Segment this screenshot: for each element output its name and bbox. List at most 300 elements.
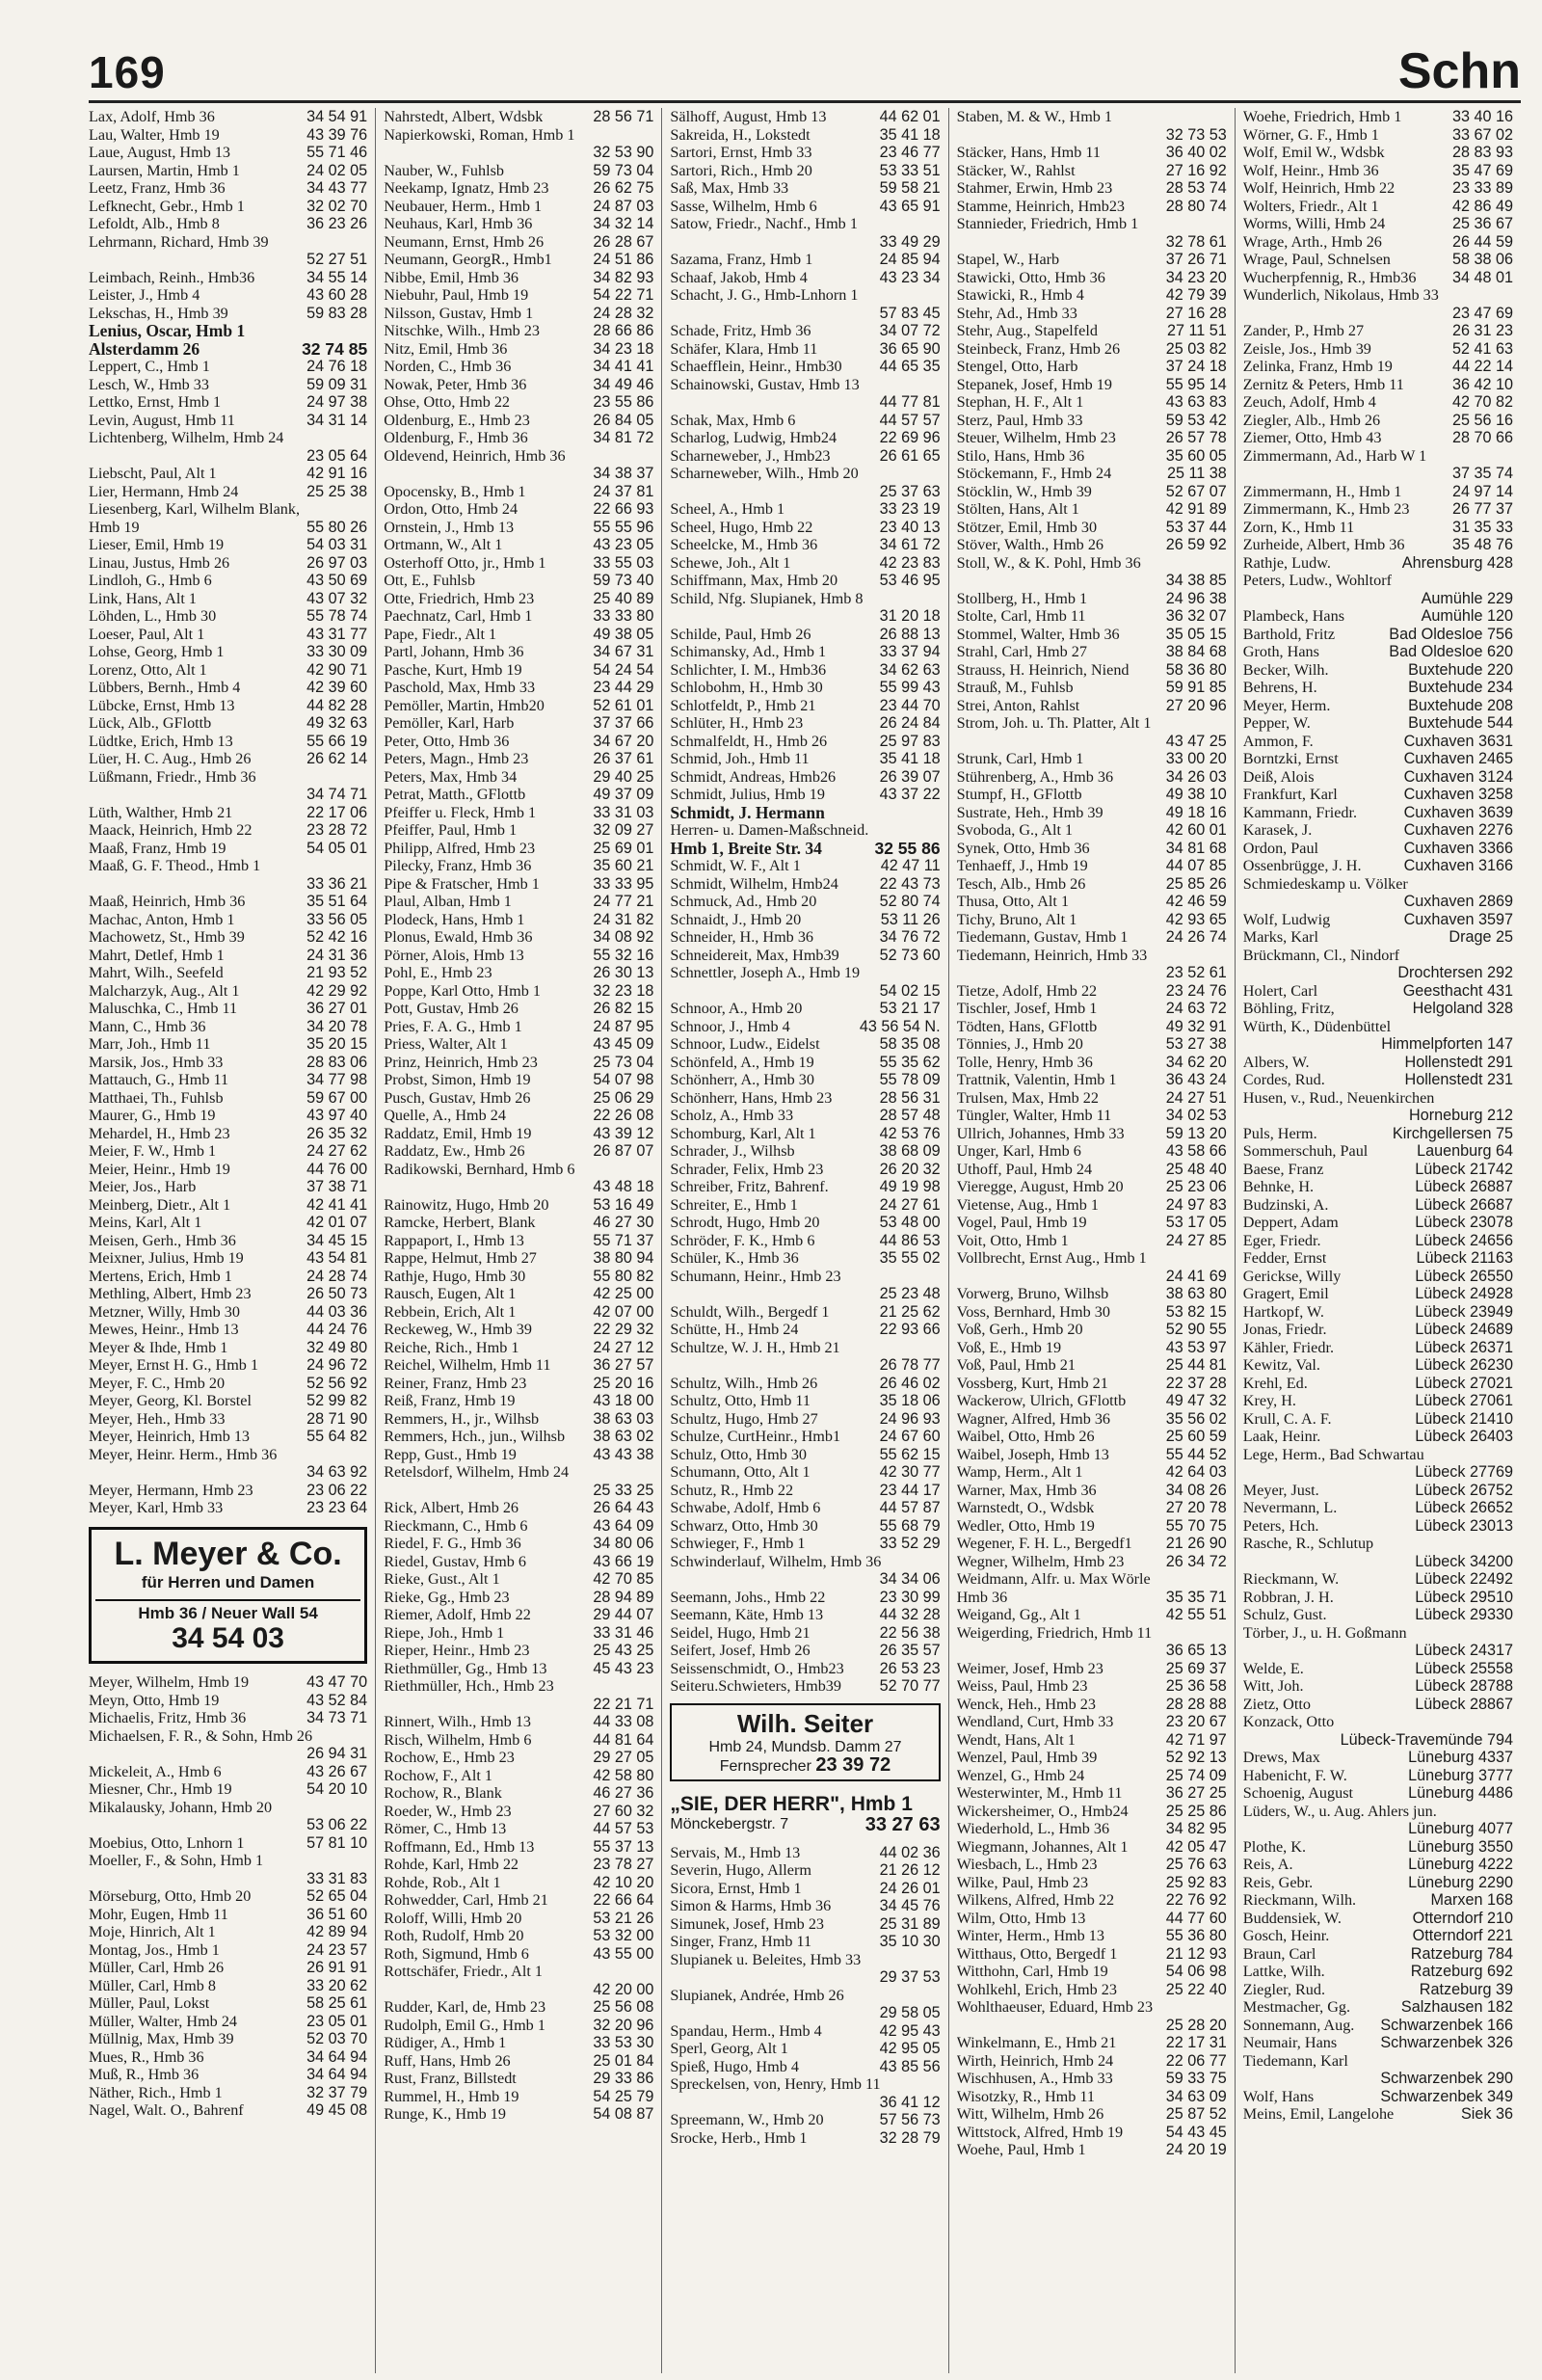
listing-phone: 42 95 05 <box>879 2040 941 2057</box>
listing-phone <box>648 126 653 145</box>
listing-phone: 25 48 40 <box>1165 1160 1227 1178</box>
listing-name: Schumann, Heinr., Hmb 23 <box>670 1267 841 1285</box>
listing-entry <box>1243 1107 1513 1125</box>
listing-entry <box>670 1535 940 1553</box>
listing-name: Wrage, Arth., Hmb 26 <box>1242 232 1382 251</box>
listing-name: Reiner, Franz, Hmb 23 <box>384 1374 527 1392</box>
listing-name: Raddatz, Emil, Hmb 19 <box>384 1124 532 1142</box>
listing-entry <box>384 1749 653 1767</box>
listing-entry <box>384 1018 653 1036</box>
listing-name: Lekschas, H., Hmb 39 <box>89 304 228 322</box>
listing-entry <box>89 714 367 733</box>
listing-name: Zernitz & Peters, Hmb 11 <box>1242 375 1404 393</box>
listing-phone: 34 81 68 <box>1165 839 1227 857</box>
listing-entry <box>957 1749 1227 1767</box>
listing-entry <box>670 393 940 412</box>
listing-phone: Cuxhaven 2276 <box>1403 821 1513 839</box>
listing-name: Wunderlich, Nikolaus, Hmb 33 <box>1242 286 1439 304</box>
listing-entry <box>957 1428 1227 1446</box>
ad-title: „SIE, DER HERR", Hmb 1 <box>670 1793 913 1815</box>
listing-name: Lieser, Emil, Hmb 19 <box>89 536 225 553</box>
listing-name: Witthohn, Carl, Hmb 19 <box>956 1963 1108 1980</box>
listing-name: Müller, Walter, Hmb 24 <box>89 2012 238 2030</box>
listing-phone: 54 43 45 <box>1165 2123 1227 2141</box>
listing-entry <box>1243 1428 1513 1446</box>
listing-name: Konzack, Otto <box>1242 1713 1335 1730</box>
listing-name: Probst, Simon, Hmb 19 <box>384 1071 531 1088</box>
listing-name: Müller, Carl, Hmb 26 <box>89 1959 225 1976</box>
listing-name: Schade, Fritz, Hmb 36 <box>670 322 811 339</box>
listing-entry <box>957 1446 1227 1464</box>
listing-phone: 32 49 80 <box>306 1338 368 1356</box>
listing-entry <box>384 1268 653 1286</box>
listing-name: Schuldt, Wilh., Bergedf 1 <box>670 1302 830 1321</box>
listing-entry <box>670 286 940 305</box>
listing-phone: Lüneburg 3777 <box>1408 1766 1513 1784</box>
listing-name: Wenzel, Paul, Hmb 39 <box>956 1749 1098 1766</box>
listing-phone: 37 38 71 <box>306 1178 368 1195</box>
listing-entry <box>957 1910 1227 1928</box>
listing-phone: 22 66 93 <box>593 500 654 518</box>
listing-phone <box>361 500 367 519</box>
listing-name: Montag, Jos., Hmb 1 <box>89 1940 220 1959</box>
listing-entry <box>1243 2070 1513 2088</box>
listing-phone: Lübeck 26652 <box>1415 1499 1513 1516</box>
listing-name: Schaefflein, Heinr., Hmb30 <box>670 358 842 375</box>
listing-name: Riedel, F. G., Hmb 36 <box>384 1535 521 1552</box>
listing-phone: 23 44 70 <box>879 696 941 714</box>
listing-entry <box>89 893 367 911</box>
listing-entry <box>384 1232 653 1250</box>
listing-entry <box>1243 1891 1513 1910</box>
listing-entry <box>670 554 940 573</box>
listing-name: Rieke, Gg., Hmb 23 <box>384 1588 510 1606</box>
listing-name: Stamme, Heinrich, Hmb23 <box>956 197 1126 215</box>
listing-entry <box>89 233 367 252</box>
listing-phone: 38 63 80 <box>1165 1285 1227 1302</box>
listing-name: Albers, W. <box>1242 1053 1310 1071</box>
listing-entry <box>89 1214 367 1232</box>
listing-phone: Lübeck 26230 <box>1415 1356 1513 1374</box>
listing-phone: 25 85 26 <box>1165 874 1227 893</box>
listing-phone: Salzhausen 182 <box>1400 1998 1513 2016</box>
listing-entry <box>957 875 1227 894</box>
listing-phone: 32 78 61 <box>1165 232 1227 251</box>
advertisement-meyer <box>89 1527 367 1665</box>
listing-phone: 21 26 12 <box>879 1861 941 1879</box>
listing-entry <box>957 928 1227 947</box>
listing-name: Wisotzky, R., Hmb 11 <box>956 2087 1095 2105</box>
listing-phone: 23 28 72 <box>306 821 368 839</box>
listing-phone: Buxtehude 208 <box>1408 696 1513 714</box>
listing-phone: 26 28 67 <box>593 232 654 251</box>
listing-entry <box>384 2105 653 2124</box>
listing-name: Nahrstedt, Albert, Wdsbk <box>384 108 544 125</box>
listing-name: Wörner, G. F., Hmb 1 <box>1242 125 1379 144</box>
listing-phone: 26 31 23 <box>1451 322 1513 339</box>
listing-name: Krehl, Ed. <box>1242 1374 1308 1392</box>
listing-phone: 34 43 77 <box>306 179 368 197</box>
listing-phone: 38 68 09 <box>879 1142 941 1160</box>
listing-entry <box>957 947 1227 965</box>
listing-name: Schomburg, Karl, Alt 1 <box>670 1124 816 1142</box>
listing-phone: 24 96 38 <box>1165 589 1227 607</box>
listing-phone: 49 32 91 <box>1165 1017 1227 1035</box>
listing-name: Scheelcke, M., Hmb 36 <box>670 536 818 553</box>
listing-entry <box>957 1981 1227 1999</box>
listing-name: Remmers, Hch., jun., Wilhsb <box>384 1428 566 1445</box>
listing-phone: Buxtehude 544 <box>1408 714 1513 732</box>
listing-name: Schaaf, Jakob, Hmb 4 <box>670 268 808 286</box>
listing-entry <box>1243 697 1513 715</box>
listing-entry <box>670 821 940 840</box>
listing-entry <box>957 1035 1227 1054</box>
listing-name: Schwinderlauf, Wilhelm, Hmb 36 <box>670 1552 882 1570</box>
listing-phone: 55 37 13 <box>593 1837 654 1856</box>
listing-entry <box>1243 536 1513 554</box>
listing-entry <box>957 1998 1227 2017</box>
listing-entry <box>957 1392 1227 1410</box>
listing-phone: 34 54 91 <box>306 108 368 125</box>
listing-phone: 34 38 37 <box>593 465 654 482</box>
listing-entry <box>1243 1606 1513 1624</box>
listing-name: Lege, Herm., Bad Schwartau <box>1242 1445 1424 1463</box>
listing-name: Karasek, J. <box>1242 821 1313 839</box>
listing-phone: 59 73 40 <box>593 572 654 589</box>
listing-name: Moje, Hinrich, Alt 1 <box>89 1923 216 1940</box>
listing-entry <box>957 2124 1227 2142</box>
listing-phone: 35 60 05 <box>1165 446 1227 465</box>
listing-phone: 53 33 51 <box>879 161 941 179</box>
listing-name: Wolf, Emil W., Wdsbk <box>1242 144 1385 161</box>
listing-entry <box>957 1482 1227 1500</box>
listing-entry <box>89 2101 367 2120</box>
listing-name: Stannieder, Friedrich, Hmb 1 <box>956 215 1139 232</box>
listing-entry <box>1243 1910 1513 1928</box>
listing-phone: Schwarzenbek 290 <box>1380 2070 1513 2087</box>
listing-name: Schnoor, A., Hmb 20 <box>670 1000 803 1017</box>
listing-phone: 24 87 95 <box>593 1017 654 1035</box>
listing-name: Raddatz, Ew., Hmb 26 <box>384 1142 525 1160</box>
listing-phone: 28 56 71 <box>593 108 654 125</box>
listing-phone: 22 93 66 <box>879 1321 941 1338</box>
listing-entry <box>89 447 367 466</box>
listing-entry <box>957 768 1227 787</box>
listing-entry <box>670 840 940 858</box>
listing-entry <box>384 393 653 412</box>
listing-name: Voit, Otto, Hmb 1 <box>956 1231 1069 1249</box>
listing-name: Roffmann, Ed., Hmb 13 <box>384 1837 535 1856</box>
listing-entry <box>1243 179 1513 198</box>
listing-entry <box>384 2070 653 2088</box>
listing-phone: 42 01 07 <box>306 1214 368 1231</box>
advertisement-sie-der-herr <box>670 1789 940 1838</box>
listing-name: Plodeck, Hans, Hmb 1 <box>384 910 525 928</box>
listing-entry <box>89 1178 367 1196</box>
listing-phone: 22 43 73 <box>879 874 941 893</box>
listing-name: Srocke, Herb., Hmb 1 <box>670 2128 808 2147</box>
listing-entry <box>89 572 367 590</box>
listing-name: Meyer, Heinrich, Hmb 13 <box>89 1428 251 1445</box>
listing-entry <box>670 179 940 198</box>
listing-phone: 28 70 66 <box>1451 429 1513 446</box>
listing-phone: 35 18 06 <box>879 1392 941 1409</box>
listing-entry <box>1243 1927 1513 1945</box>
listing-phone <box>361 857 367 875</box>
listing-name: Schutz, R., Hmb 22 <box>670 1481 794 1499</box>
listing-phone: 34 82 93 <box>593 268 654 286</box>
listing-name: Pepper, W. <box>1242 714 1311 732</box>
listing-phone: 22 17 06 <box>306 803 368 821</box>
listing-phone: 25 31 89 <box>879 1914 941 1933</box>
listing-entry <box>1243 1054 1513 1072</box>
listing-entry <box>89 679 367 697</box>
listing-entry <box>89 661 367 680</box>
listing-entry <box>670 2004 940 2022</box>
listing-name: Roeder, W., Hmb 23 <box>384 1802 512 1820</box>
listing-entry <box>384 1696 653 1714</box>
listing-name: Schönherr, Hans, Hmb 23 <box>670 1088 833 1107</box>
listing-phone: 34 62 63 <box>879 660 941 679</box>
listing-name: Rausch, Eugen, Alt 1 <box>384 1285 517 1302</box>
listing-name: Peters, Magn., Hmb 23 <box>384 750 529 767</box>
listing-name: Poppe, Karl Otto, Hmb 1 <box>384 981 541 1000</box>
listing-phone: 33 31 46 <box>593 1623 654 1642</box>
listing-name: Malcharzyk, Aug., Alt 1 <box>89 981 240 1000</box>
listing-name: Näther, Rich., Hmb 1 <box>89 2083 223 2101</box>
listing-name: Mikalausky, Johann, Hmb 20 <box>89 1798 273 1816</box>
listing-entry <box>89 1107 367 1125</box>
listing-entry <box>957 697 1227 715</box>
listing-name: Schneider, H., Hmb 36 <box>670 928 814 946</box>
listing-name: Seifert, Josef, Hmb 26 <box>670 1642 811 1659</box>
listing-entry <box>89 1142 367 1161</box>
listing-phone: 36 23 26 <box>306 215 368 232</box>
listing-phone: 34 64 94 <box>306 2066 368 2083</box>
listing-entry <box>384 1642 653 1660</box>
listing-entry <box>89 607 367 626</box>
listing-name: Ullrich, Johannes, Hmb 33 <box>956 1124 1125 1142</box>
listing-entry <box>957 536 1227 554</box>
listing-name: Metzner, Willy, Hmb 30 <box>89 1302 240 1321</box>
listing-entry <box>670 1035 940 1054</box>
listing-entry <box>957 1107 1227 1125</box>
listing-entry <box>957 447 1227 466</box>
listing-phone: 28 53 74 <box>1165 179 1227 197</box>
listing-phone: 23 40 13 <box>879 518 941 536</box>
listing-entry <box>670 1517 940 1536</box>
listing-entry <box>89 2084 367 2102</box>
listing-entry <box>384 108 653 126</box>
listing-phone: 34 64 94 <box>306 2047 368 2066</box>
listing-name: Sakreida, H., Lokstedt <box>670 125 811 144</box>
listing-name: Mörseburg, Otto, Hmb 20 <box>89 1887 252 1905</box>
listing-name: Herren- u. Damen-Maßschneid. <box>670 821 869 839</box>
listing-name: Leetz, Franz, Hmb 36 <box>89 179 226 197</box>
listing-entry <box>957 1606 1227 1624</box>
listing-entry <box>670 572 940 590</box>
listing-entry <box>957 1660 1227 1678</box>
listing-name: Reis, Gebr. <box>1242 1873 1314 1891</box>
listing-name: Wiegmann, Johannes, Alt 1 <box>956 1837 1129 1856</box>
listing-name: Zelinka, Franz, Hmb 19 <box>1242 358 1393 375</box>
listing-phone: 26 61 65 <box>879 446 941 465</box>
listing-name: Rieckmann, Wilh. <box>1242 1891 1357 1909</box>
listing-phone: Schwarzenbek 349 <box>1380 2087 1513 2105</box>
listing-entry <box>384 1891 653 1910</box>
listing-entry <box>1243 1035 1513 1054</box>
listing-phone: 26 97 03 <box>306 553 368 572</box>
listing-name: Tischler, Josef, Hmb 1 <box>956 1000 1098 1017</box>
listing-name: Meyer, Wilhelm, Hmb 19 <box>89 1673 250 1691</box>
listing-entry <box>1243 750 1513 768</box>
listing-entry <box>670 1482 940 1500</box>
listing-phone: 42 55 51 <box>1165 1606 1227 1623</box>
listing-name: Rüdiger, A., Hmb 1 <box>384 2034 507 2051</box>
listing-entry <box>89 1709 367 1727</box>
listing-phone: 36 40 02 <box>1165 144 1227 161</box>
listing-entry <box>384 1945 653 1964</box>
listing-phone: 52 92 13 <box>1165 1749 1227 1766</box>
listing-phone: Ratzeburg 784 <box>1410 1944 1513 1963</box>
listing-phone: 25 56 16 <box>1451 411 1513 429</box>
listing-name: Cordes, Rud. <box>1242 1071 1325 1088</box>
listing-name: Schwarz, Otto, Hmb 30 <box>670 1516 818 1535</box>
listing-name: Tiedemann, Gustav, Hmb 1 <box>956 928 1129 946</box>
listing-entry <box>384 1214 653 1232</box>
listing-name: Zurheide, Albert, Hmb 36 <box>1242 536 1405 553</box>
listing-entry <box>89 1375 367 1393</box>
listing-entry <box>1243 2105 1513 2124</box>
listing-name: Mann, C., Hmb 36 <box>89 1017 206 1035</box>
listing-phone: Cuxhaven 3258 <box>1403 786 1513 803</box>
listing-name: Schmid, Joh., Hmb 11 <box>670 750 810 767</box>
listing-name: Nauber, W., Fuhlsb <box>384 161 504 179</box>
listing-phone: Cuxhaven 3639 <box>1403 803 1513 821</box>
listing-phone: 55 71 37 <box>593 1231 654 1249</box>
listing-entry <box>957 1268 1227 1286</box>
listing-phone: 54 03 31 <box>306 536 368 553</box>
listing-name: Schnoor, J., Hmb 4 <box>670 1017 790 1035</box>
listing-entry <box>384 893 653 911</box>
listing-phone: 22 21 71 <box>593 1695 654 1713</box>
listing-name: Schacht, J. G., Hmb-Lnhorn 1 <box>670 286 859 304</box>
listing-name: Schmidt, W. F., Alt 1 <box>670 857 801 874</box>
listing-name: Seemann, Käte, Hmb 13 <box>670 1606 824 1623</box>
listing-entry <box>384 1784 653 1803</box>
listing-phone: 26 53 23 <box>879 1659 941 1677</box>
listing-entry <box>957 1071 1227 1089</box>
listing-phone <box>648 447 653 466</box>
listing-entry <box>384 1142 653 1161</box>
listing-entry <box>670 1446 940 1464</box>
listing-phone: 35 41 18 <box>879 125 941 144</box>
listing-phone: 32 74 85 <box>302 338 368 359</box>
listing-phone: 33 31 03 <box>593 803 654 821</box>
listing-entry <box>957 1375 1227 1393</box>
listing-entry <box>89 1249 367 1268</box>
listing-entry <box>1243 500 1513 519</box>
listing-entry <box>957 1142 1227 1161</box>
listing-phone: Lübeck 27061 <box>1415 1392 1513 1409</box>
listing-entry <box>1243 162 1513 180</box>
listing-name: Nitz, Emil, Hmb 36 <box>384 339 508 358</box>
listing-name: Kähler, Friedr. <box>1242 1338 1334 1356</box>
listing-entry <box>957 1499 1227 1517</box>
listing-entry <box>1243 1838 1513 1857</box>
listing-phone: 26 44 59 <box>1451 232 1513 251</box>
listing-entry <box>384 358 653 376</box>
listing-name: Stehr, Ad., Hmb 33 <box>956 304 1077 322</box>
listing-name: Lüth, Walther, Hmb 21 <box>89 803 233 821</box>
listing-phone: 25 06 29 <box>593 1088 654 1107</box>
listing-entry <box>89 2066 367 2084</box>
listing-name: Lüders, W., u. Aug. Ahlers jun. <box>1242 1802 1437 1820</box>
listing-entry <box>384 1463 653 1482</box>
listing-entry <box>1243 2017 1513 2035</box>
listing-name: Weiss, Paul, Hmb 23 <box>956 1677 1088 1695</box>
listing-name: Reiß, Franz, Hmb 19 <box>384 1392 516 1409</box>
listing-name: Tönnies, J., Hmb 20 <box>956 1035 1083 1053</box>
listing-entry <box>1243 964 1513 982</box>
listing-phone: 42 60 01 <box>1165 821 1227 839</box>
listing-entry <box>384 661 653 680</box>
listing-name: Seidel, Hugo, Hmb 21 <box>670 1623 811 1642</box>
listing-entry <box>1243 821 1513 840</box>
listing-name: Ott, E., Fuhlsb <box>384 572 476 589</box>
listing-phone: 34 63 92 <box>306 1463 368 1481</box>
listing-entry <box>384 1731 653 1750</box>
listing-entry <box>957 305 1227 323</box>
listing-phone: 26 91 91 <box>306 1959 368 1976</box>
listing-name: Leister, J., Hmb 4 <box>89 286 200 304</box>
listing-phone: Cuxhaven 3597 <box>1403 910 1513 928</box>
listing-name: Schreiter, E., Hmb 1 <box>670 1195 798 1214</box>
listing-entry <box>670 2058 940 2076</box>
listing-name: Stoll, W., & K. Pohl, Hmb 36 <box>956 553 1141 572</box>
listing-phone: 55 71 46 <box>306 144 368 161</box>
listing-phone: 55 80 82 <box>593 1267 654 1285</box>
listing-name: Maaß, Franz, Hmb 19 <box>89 839 226 857</box>
listing-phone: 53 21 17 <box>879 1000 941 1017</box>
listing-entry <box>1243 1482 1513 1500</box>
advertisement-seiter <box>670 1703 940 1782</box>
listing-entry <box>670 1321 940 1339</box>
listing-phone: Lübeck 23013 <box>1415 1516 1513 1535</box>
listing-phone: Lübeck-Travemünde 794 <box>1340 1730 1513 1749</box>
listing-phone: 34 62 20 <box>1165 1053 1227 1071</box>
listing-entry <box>89 1834 367 1853</box>
listing-phone <box>361 429 367 447</box>
listing-name: Schultz, Wilh., Hmb 26 <box>670 1374 818 1392</box>
listing-phone: 36 65 13 <box>1165 1642 1227 1659</box>
listing-phone: 44 57 57 <box>879 411 941 429</box>
listing-name: Wamp, Herm., Alt 1 <box>956 1463 1083 1481</box>
listing-name: Laue, August, Hmb 13 <box>89 144 231 161</box>
listing-phone: 34 76 72 <box>879 928 941 946</box>
listing-phone: Lübeck 26403 <box>1415 1428 1513 1445</box>
listing-phone: 55 64 82 <box>306 1428 368 1445</box>
listing-name: Rainowitz, Hugo, Hmb 20 <box>384 1195 549 1214</box>
listing-name: Rathje, Hugo, Hmb 30 <box>384 1267 526 1285</box>
listing-entry <box>89 1232 367 1250</box>
listing-name: Stöckemann, F., Hmb 24 <box>956 465 1112 482</box>
listing-name: Lüdtke, Erich, Hmb 13 <box>89 732 233 750</box>
listing-name: Schiffmann, Max, Hmb 20 <box>670 572 838 589</box>
listing-entry <box>384 982 653 1001</box>
listing-name: Stawicki, R., Hmb 4 <box>956 286 1084 304</box>
listing-phone: 35 05 15 <box>1165 625 1227 643</box>
